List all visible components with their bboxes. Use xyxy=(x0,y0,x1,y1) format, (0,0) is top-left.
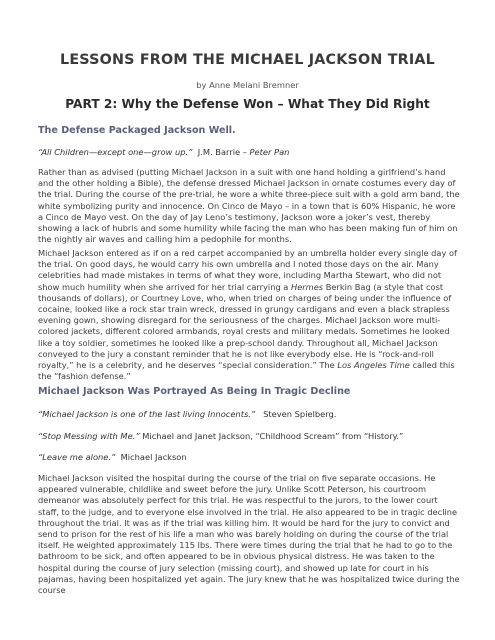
spielberg-quote xyxy=(38,409,336,419)
quote-text: “All Children—except one—grow up.” xyxy=(38,147,193,157)
para-text: Michael Jackson entered as if on a red carpet accompanied by an umbrella holder every single day of the trial. On good days, he would carry his own umbrella and I noted those days on the air. Many celebrities had made mistakes in terms of what they wore, including Martha Stewart, who did not show much humility when she arrived for her trial carrying a xyxy=(38,248,457,292)
section-heading-tragic-decline: Michael Jackson Was Portrayed As Being In Tragic Decline xyxy=(38,386,351,397)
leave-me-alone-quote xyxy=(38,452,187,462)
peter-pan-quote xyxy=(38,147,289,157)
hermes-brand: Hermes xyxy=(290,281,324,292)
document-title: LESSONS FROM THE MICHAEL JACKSON TRIAL xyxy=(60,52,435,68)
stop-messing-quote xyxy=(38,431,403,441)
paragraph-costumes: Rather than as advised (putting Michael Jackson in a suit with one hand holding a girlfriend’s hand and the other holding a Bible), the defense dressed Michael Jackson in ornate costumes every day of the trial. During the course of the pre-trial, he wore a white three-piece suit with a gold arm band, the white symbolizing purity and innocence. On Cinco de Mayo – in a town that is 60% Hispanic, he wore a Cinco de Mayo vest. On the day of Jay Leno’s testimony, Jackson wore a joker’s vest, thereby showing a lack of hubris and some humility while facing the man who has been making fun of him on the nightly air waves and calling him a pedophile for months. xyxy=(38,167,460,245)
paragraph-hospital: Michael Jackson visited the hospital during the course of the trial on five separate occasions. He appeared vulnerable, childlike and sweet before the jury. Unlike Scott Peterson, his courtroom demeanor was absolutely perfect for this trial. He was respectful to the jurors, to the lower court staff, to the judge, and to everyone else involved in the trial. He also appeared to be in tragic decline throughout the trial. It was as if the trial was killing him. It would be hard for the jury to convict and send to prison for the rest of his life a man who was barely holding on during the course of the trial itself. He weighted approximately 115 lbs. There were times during the trial that he had to go to the bathroom to be sick, and often appeared to be in obvious physical distress. He was taken to the hospital during the course of jury selection (missing court), and showed up late for court in his pajamas, having been hospitalized yet again. The jury knew that he was hospitalized twice during the course xyxy=(38,473,460,596)
quote-text: “Leave me alone.” xyxy=(38,452,116,462)
section-heading-defense-packaged: The Defense Packaged Jackson Well. xyxy=(38,125,236,136)
quote-attribution: J.M. Barrie – xyxy=(197,147,247,157)
part-heading: PART 2: Why the Defense Won – What They Did Right xyxy=(65,97,430,111)
para-text: called this the “fashion defense.” xyxy=(38,360,455,382)
author-byline: by Anne Melani Bremner xyxy=(196,80,299,90)
paragraph-red-carpet xyxy=(38,248,460,382)
newspaper-name: Los Angeles Time xyxy=(337,360,410,371)
quote-text: “Stop Messing with Me.” xyxy=(38,431,140,441)
quote-attribution: Michael and Janet Jackson, “Childhood Scream” from “History.” xyxy=(142,431,404,441)
para-text: Berkin Bag (a style that cost thousands of dollars), or Courtney Love, who, when tried on charges of being under the influence of cocaine, looked like a rock star train wreck, dressed in grungy cardigans and even a black strapless evening gown, showing disregard for the seriousness of the charges. Michael Jackson wore multi-colored jackets, different colored armbands, royal crests and military medals. Sometimes he looked like a toy soldier, sometimes he looked like a prep-school dandy. Throughout all, Michael Jackson conveyed to the jury a constant reminder that he is not like everybody else. He is “rock-and-roll royalty,” he is a celebrity, and he deserves “special consideration.” The xyxy=(38,281,452,371)
quote-attribution: Michael Jackson xyxy=(120,452,187,462)
quote-source: Peter Pan xyxy=(249,147,290,157)
quote-text: “Michael Jackson is one of the last living Innocents.” xyxy=(38,409,256,419)
quote-attribution: Steven Spielberg. xyxy=(263,409,337,419)
